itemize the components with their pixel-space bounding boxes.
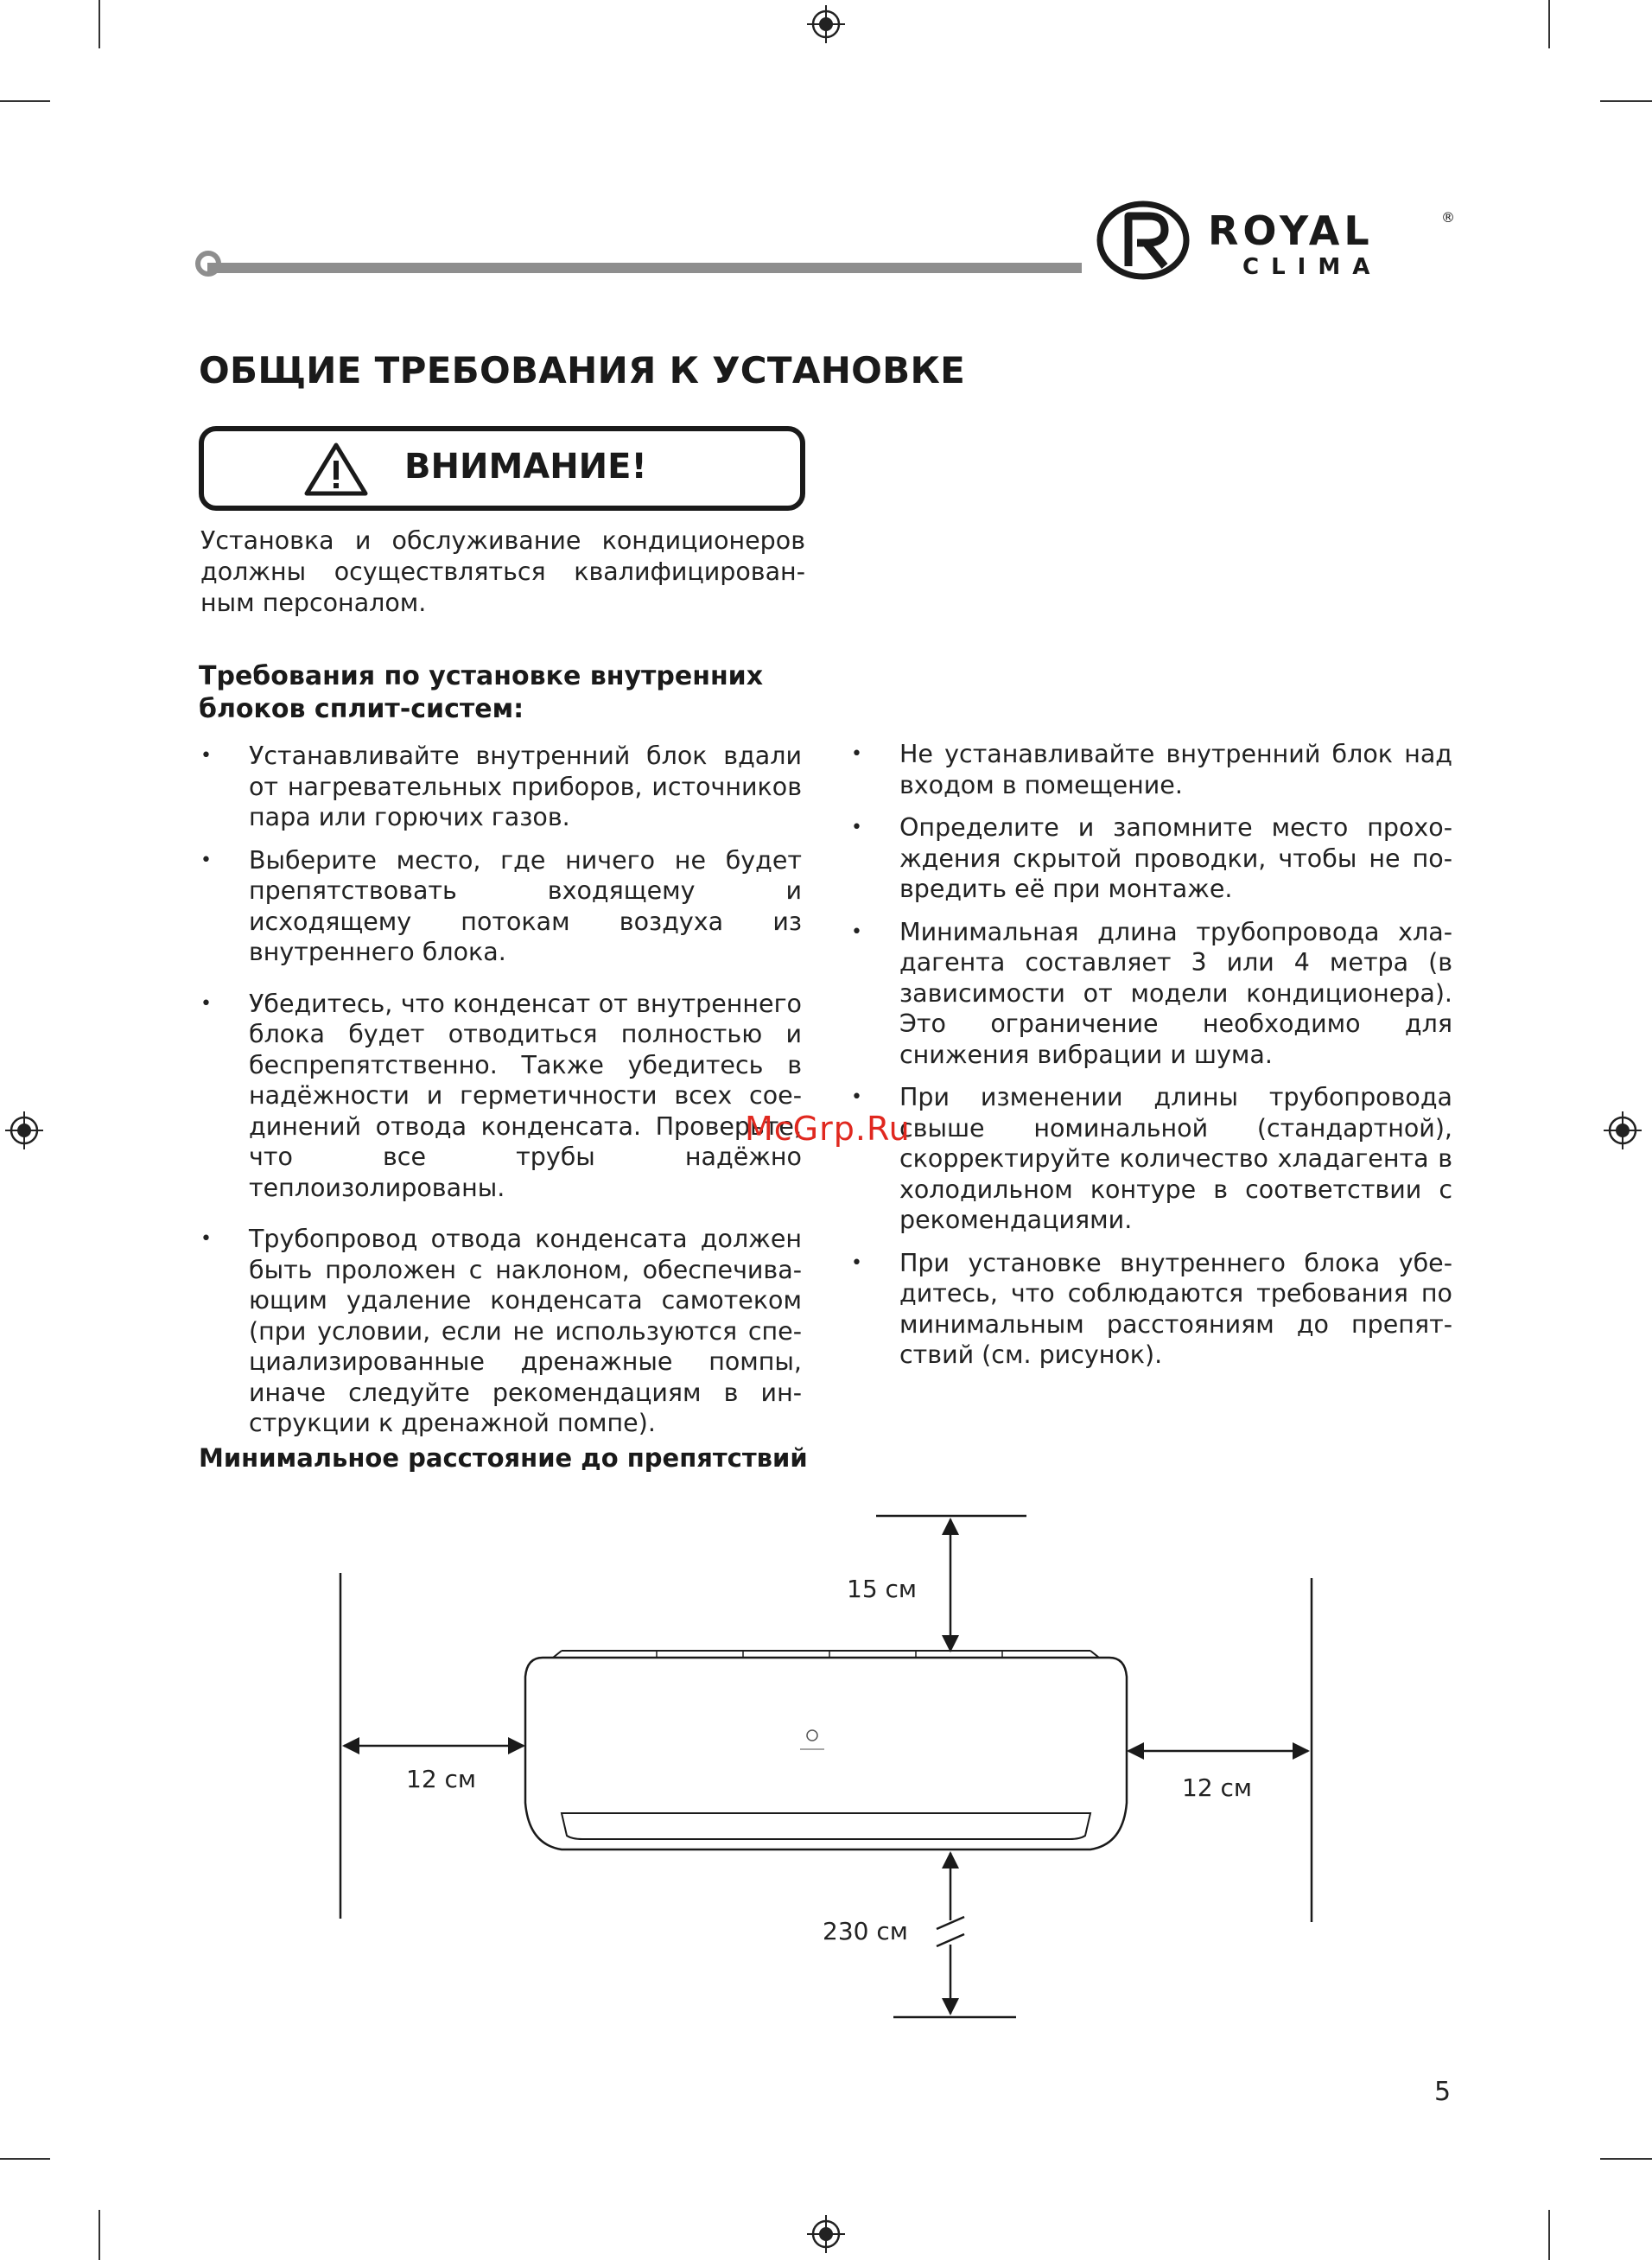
list-item: • Определите и запомните место прохождения скрытой проводки, чтобы не повредить её при монтаже. <box>851 812 1452 905</box>
right-clearance-label: 12 см <box>1182 1773 1253 1802</box>
list-item: • Трубопровод отвода конденсата должен быть проложен с наклоном, обеспечивающим удаление конденсата самотеком (при условии, если не используются специализированные дренажные помпы, иначе следуйте рекомендациям в инструкции к дренажной помпе). <box>200 1224 802 1439</box>
warning-text: Установка и обслуживание кондиционеров должны осуществляться квалифицированным персоналом. <box>200 526 805 617</box>
warning-label: ВНИМАНИЕ! <box>404 447 647 487</box>
list-item: • При изменении длины трубопровода свыше номинальной (стандартной), скорректируйте количество хладагента в холодильном контуре в соответствии с рекомендациями. <box>851 1082 1452 1236</box>
bottom-clearance-label: 230 см <box>823 1917 908 1945</box>
list-item: • Выберите место, где ничего не будет препятствовать входящему и исходящему потокам воздуха из внутреннего блока. <box>200 845 802 968</box>
page-title: ОБЩИЕ ТРЕБОВАНИЯ К УСТАНОВКЕ <box>199 349 966 392</box>
left-clearance-label: 12 см <box>406 1765 477 1793</box>
logo-brand-name: ROYAL <box>1208 207 1374 254</box>
indoor-unit <box>525 1651 1127 1849</box>
figure-title: Минимальное расстояние до препятствий <box>199 1443 808 1473</box>
page-number: 5 <box>1434 2077 1452 2107</box>
logo-subtitle: CLIMA <box>1242 254 1382 280</box>
top-clearance-label: 15 см <box>847 1575 918 1603</box>
list-item: • Убедитесь, что конденсат от внутреннего блока будет отводиться полностью и беспрепятственно. Также убедитесь в надёжности и герметичности всех соединений отвода конденсата. Проверьте, что все трубы надёжно теплоизолированы. <box>200 989 802 1204</box>
watermark: McGrp.Ru <box>745 1110 911 1148</box>
break-mark <box>937 1934 964 1946</box>
section-heading: Требования по установке внутренних блоков сплит-систем: <box>199 661 764 724</box>
list-item: • Устанавливайте внутренний блок вдали от нагревательных приборов, источников пара или горючих газов. <box>200 741 802 833</box>
registered-mark: ® <box>1441 209 1455 226</box>
list-item: • При установке внутреннего блока убедитесь, что соблюдаются требования по минимальным расстояниям до препятствий (см. рисунок). <box>851 1248 1452 1371</box>
list-item: • Не устанавливайте внутренний блок над входом в помещение. <box>851 739 1452 800</box>
list-item: • Минимальная длина трубопровода хладагента составляет 3 или 4 метра (в зависимости от модели кондиционера). Это ограничение необходимо для снижения вибрации и шума. <box>851 917 1452 1071</box>
